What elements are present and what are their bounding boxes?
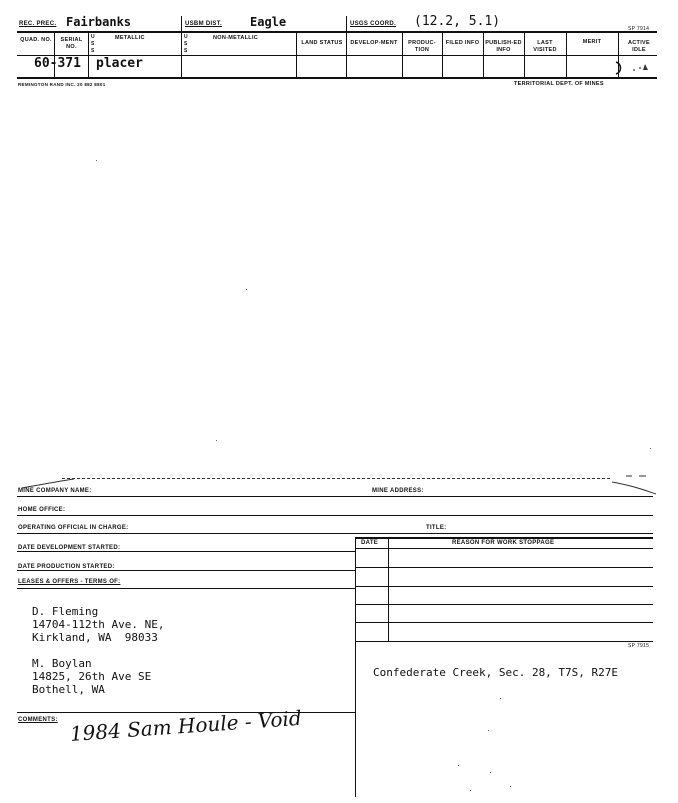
lessee-2-street: 14825, 26th Ave SE (32, 670, 152, 683)
lessee-1-city: Kirkland, WA 98033 (32, 631, 158, 644)
filed-info-header: FILED INFO (445, 40, 480, 46)
center-divider (355, 537, 356, 797)
scan-speck (650, 448, 651, 449)
uss-header: U S S (91, 34, 95, 54)
scan-speck (216, 440, 217, 441)
rec-prec-label: REC. PREC. (19, 21, 57, 27)
comments-label: COMMENTS: (18, 717, 58, 723)
scan-speck (458, 765, 459, 766)
reason-col-label: REASON FOR WORK STOPPAGE (452, 540, 555, 546)
lessee-2-city: Bothell, WA (32, 683, 105, 696)
land-status-header: LAND STATUS (301, 40, 343, 46)
form-number-bottom: SP 7915 (628, 643, 650, 649)
usgs-coord-value: (12.2, 5.1) (414, 14, 501, 29)
printer-line: REMINGTON RAND INC. 20 882 8801 (18, 82, 106, 87)
card-bottom-rule (17, 77, 657, 79)
merit-header: MERIT (582, 39, 602, 45)
date-dev-label: DATE DEVELOPMENT STARTED: (18, 545, 121, 551)
serial-value: 60-371 (34, 56, 81, 71)
metallic-header: METALLIC (115, 35, 145, 41)
top-rule (17, 31, 657, 33)
lessee-2-name: M. Boylan (32, 657, 92, 670)
quad-no-header: QUAD. NO. (20, 37, 52, 43)
lessee-1-name: D. Fleming (32, 605, 99, 618)
serial-no-header: SERIAL NO. (60, 37, 83, 50)
active-idle-mark (612, 60, 658, 78)
operating-official-label: OPERATING OFFICIAL IN CHARGE: (18, 525, 129, 531)
home-office-label: HOME OFFICE: (18, 507, 66, 513)
usbm-dist-value: Eagle (250, 15, 287, 29)
uss2-header: U S S (184, 34, 188, 54)
location-text: Confederate Creek, Sec. 28, T7S, R27E (373, 666, 619, 679)
last-visited-header: LAST VISITED (533, 40, 557, 53)
rec-prec-value: Fairbanks (66, 15, 132, 29)
title-label: TITLE: (426, 525, 447, 531)
usgs-coord-label: USGS COORD. (350, 21, 396, 27)
date-col-label: DATE (361, 540, 379, 546)
lessee-1-street: 14704-112th Ave. NE, (32, 618, 165, 631)
scan-speck (510, 786, 511, 787)
mine-address-label: MINE ADDRESS: (372, 488, 424, 494)
mine-company-label: MINE COMPANY NAME: (18, 488, 92, 494)
scan-speck (488, 730, 489, 731)
leases-label: LEASES & OFFERS - TERMS OF: (18, 579, 121, 585)
scan-speck (96, 160, 97, 161)
form-number-top: SP 7914 (628, 26, 650, 32)
production-header: PRODUC-TION (408, 40, 436, 53)
active-idle-header: ACTIVE IDLE (628, 40, 650, 53)
non-metallic-header: NON-METALLIC (213, 35, 259, 41)
development-header: DEVELOP-MENT (350, 40, 398, 46)
usbm-dist-label: USBM DIST. (185, 21, 223, 27)
scan-speck (246, 289, 247, 290)
published-info-header: PUBLISH-ED INFO (485, 40, 522, 53)
card-curl (14, 470, 664, 496)
metallic-value: placer (96, 56, 143, 71)
scan-speck (470, 790, 471, 791)
date-prod-label: DATE PRODUCTION STARTED: (18, 564, 115, 570)
scan-speck (500, 698, 501, 699)
dept-line: TERRITORIAL DEPT. OF MINES (514, 81, 604, 87)
scan-speck (490, 772, 491, 773)
handwritten-comment: 1984 Sam Houle - Void (69, 705, 303, 746)
